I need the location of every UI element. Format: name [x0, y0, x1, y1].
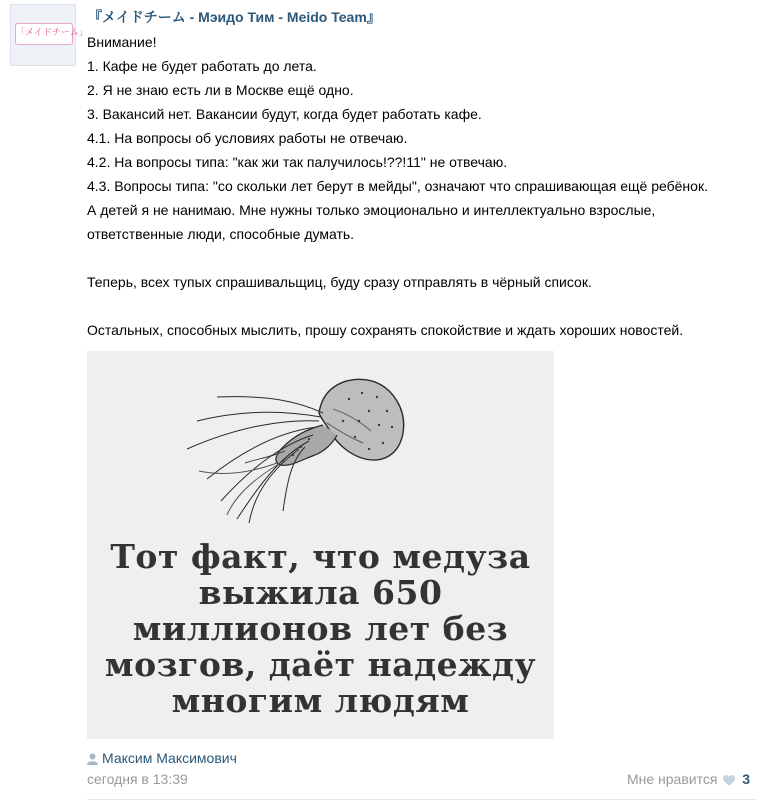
post-divider [87, 799, 757, 800]
group-avatar[interactable] [10, 4, 88, 66]
post-line: Внимание! [87, 34, 157, 50]
heart-icon [721, 771, 735, 787]
post-line [87, 246, 757, 270]
caption-line: мозгов, даёт надежду [104, 645, 537, 684]
post-line: 4.2. На вопросы типа: "как жи так палучилось!??!11" не отвечаю. [87, 154, 508, 170]
like-button[interactable] [627, 771, 750, 787]
like-label: Мне нравится [626, 771, 718, 787]
post-line: 3. Вакансий нет. Вакансии будут, когда будет работать кафе. [87, 106, 482, 122]
signer [87, 750, 237, 768]
like-count: 3 [742, 771, 750, 787]
post-line [87, 294, 757, 318]
caption-line: многим людям [171, 681, 470, 720]
user-icon [87, 752, 98, 768]
caption-line: миллионов лет без [132, 609, 509, 648]
photo-caption [87, 539, 554, 719]
post-line: Остальных, способных мыслить, прошу сохранять спокойствие и ждать хороших новостей. [87, 322, 684, 338]
post-date-link[interactable]: сегодня в 13:39 [87, 771, 188, 787]
post-line: Теперь, всех тупых спрашивальщиц, буду сразу отправлять в чёрный список. [87, 274, 592, 290]
post-text [87, 30, 757, 342]
caption-line: выжила 650 [198, 573, 443, 612]
post-line: А детей я не нанимаю. Мне нужны только эмоционально и интеллектуально взрослые, [87, 202, 656, 218]
post-photo[interactable] [87, 351, 554, 739]
post-line: 4.3. Вопросы типа: "со скольки лет берут в мейды", означают что спрашивающая ещё ребёнок. [87, 178, 708, 194]
post-line: 2. Я не знаю есть ли в Москве ещё одно. [87, 82, 354, 98]
jellyfish-illustration [87, 351, 554, 551]
caption-line: Тот факт, что медуза [110, 537, 531, 576]
signer-link[interactable]: Максим Максимович [102, 750, 237, 766]
post-author-link[interactable]: 『メイドチーム - Мэидо Тим - Meido Team』 [88, 9, 381, 25]
post-line: 4.1. На вопросы об условиях работы не отвечаю. [87, 130, 408, 146]
group-logo: 「メイドチーム」 [15, 23, 73, 45]
post-line: ответственные люди, способные думать. [87, 226, 355, 242]
post-line: 1. Кафе не будет работать до лета. [87, 58, 317, 74]
